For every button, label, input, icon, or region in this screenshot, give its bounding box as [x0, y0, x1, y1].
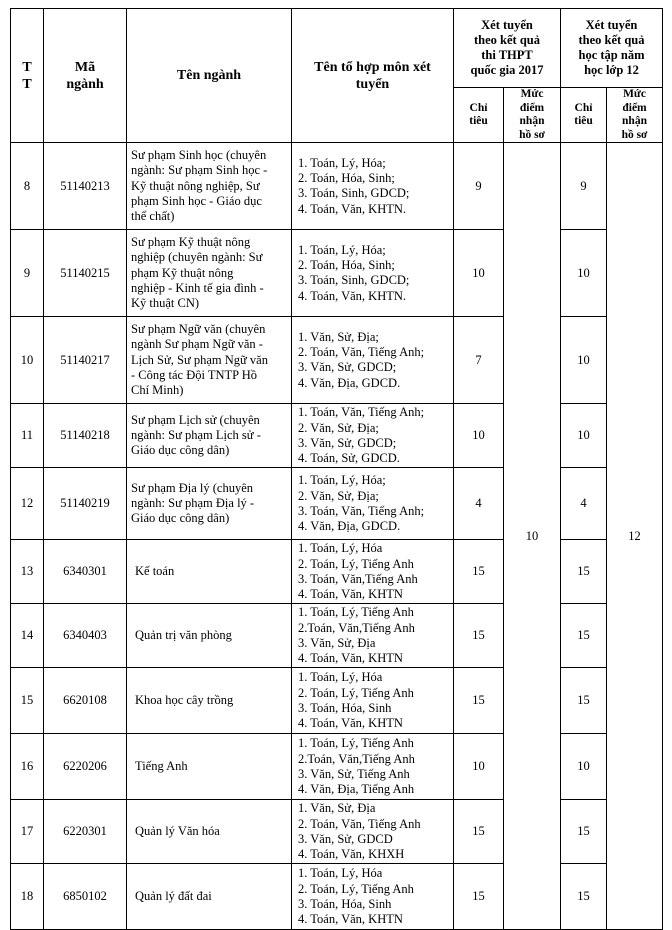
row-ten-nganh: Quản lý đất đai [127, 864, 292, 930]
row-ten-nganh: Sư phạm Lịch sử (chuyên ngành: Sư phạm Lịch sử - Giáo dục công dân) [127, 404, 292, 468]
row-tt: 16 [11, 734, 44, 800]
table-row [11, 317, 663, 404]
header-muc-diem-thpt: Mức điểm nhận hồ sơ [504, 88, 561, 143]
row-chi-tieu-hocba: 4 [561, 468, 607, 540]
row-ten-nganh: Sư phạm Kỹ thuật nông nghiệp (chuyên ngành: Sư phạm Kỹ thuật nông nghiệp - Kinh tế gia đình - Kỹ thuật CN) [127, 230, 292, 317]
row-ma-nganh: 51140218 [44, 404, 127, 468]
row-tt: 12 [11, 468, 44, 540]
header-ten-nganh: Tên ngành [127, 9, 292, 143]
row-to-hop: 1. Toán, Lý, Hóa; 2. Toán, Hóa, Sinh; 3. Toán, Sinh, GDCD; 4. Toán, Văn, KHTN. [292, 230, 454, 317]
row-chi-tieu-hocba: 15 [561, 800, 607, 864]
table-row [11, 668, 663, 734]
row-to-hop: 1. Văn, Sử, Địa; 2. Toán, Văn, Tiếng Anh; 3. Văn, Sử, GDCD; 4. Văn, Địa, GDCD. [292, 317, 454, 404]
row-ma-nganh: 51140215 [44, 230, 127, 317]
row-chi-tieu-thpt: 15 [454, 668, 504, 734]
header-to-hop: Tên tổ hợp môn xét tuyển [292, 9, 454, 143]
row-ma-nganh: 51140219 [44, 468, 127, 540]
row-ma-nganh: 6620108 [44, 668, 127, 734]
row-to-hop: 1. Toán, Lý, Tiếng Anh 2.Toán, Văn,Tiếng Anh 3. Văn, Sử, Địa 4. Toán, Văn, KHTN [292, 604, 454, 668]
header-ma-nganh: Mã ngành [44, 9, 127, 143]
row-ten-nganh: Khoa học cây trồng [127, 668, 292, 734]
row-chi-tieu-thpt: 9 [454, 143, 504, 230]
row-to-hop: 1. Toán, Lý, Tiếng Anh 2.Toán, Văn,Tiếng Anh 3. Văn, Sử, Tiếng Anh 4. Văn, Địa, Tiếng Anh [292, 734, 454, 800]
table-body [11, 143, 663, 930]
table-row [11, 540, 663, 604]
row-chi-tieu-hocba: 9 [561, 143, 607, 230]
row-ten-nganh: Sư phạm Địa lý (chuyên ngành: Sư phạm Địa lý - Giáo dục công dân) [127, 468, 292, 540]
row-to-hop: 1. Toán, Lý, Hóa 2. Toán, Lý, Tiếng Anh 3. Toán, Văn,Tiếng Anh 4. Toán, Văn, KHTN [292, 540, 454, 604]
row-tt: 14 [11, 604, 44, 668]
row-chi-tieu-thpt: 15 [454, 800, 504, 864]
table-row [11, 404, 663, 468]
header-muc-diem-hocba: Mức điểm nhận hồ sơ [607, 88, 663, 143]
row-ma-nganh: 6850102 [44, 864, 127, 930]
row-to-hop: 1. Văn, Sử, Địa 2. Toán, Văn, Tiếng Anh 3. Văn, Sử, GDCD 4. Toán, Văn, KHXH [292, 800, 454, 864]
header-group-thpt: Xét tuyển theo kết quả thi THPT quốc gia 2017 [454, 9, 561, 88]
row-tt: 13 [11, 540, 44, 604]
row-chi-tieu-hocba: 10 [561, 317, 607, 404]
header-group-hocba: Xét tuyển theo kết quả học tập năm học lớp 12 [561, 9, 663, 88]
row-tt: 11 [11, 404, 44, 468]
row-chi-tieu-hocba: 10 [561, 734, 607, 800]
row-tt: 18 [11, 864, 44, 930]
row-to-hop: 1. Toán, Lý, Hóa; 2. Toán, Hóa, Sinh; 3. Toán, Sinh, GDCD; 4. Toán, Văn, KHTN. [292, 143, 454, 230]
muc-diem-thpt-merged: 10 [504, 143, 561, 930]
row-ma-nganh: 6340403 [44, 604, 127, 668]
row-tt: 15 [11, 668, 44, 734]
row-chi-tieu-thpt: 15 [454, 604, 504, 668]
table-row [11, 734, 663, 800]
muc-diem-hocba-merged: 12 [607, 143, 663, 930]
table-row [11, 864, 663, 930]
row-tt: 10 [11, 317, 44, 404]
row-ma-nganh: 6220301 [44, 800, 127, 864]
row-to-hop: 1. Toán, Lý, Hóa; 2. Văn, Sử, Địa; 3. Toán, Văn, Tiếng Anh; 4. Văn, Địa, GDCD. [292, 468, 454, 540]
row-tt: 8 [11, 143, 44, 230]
row-ma-nganh: 6340301 [44, 540, 127, 604]
table-row [11, 143, 663, 230]
row-chi-tieu-thpt: 10 [454, 734, 504, 800]
row-ten-nganh: Quản lý Văn hóa [127, 800, 292, 864]
row-ten-nganh: Sư phạm Ngữ văn (chuyên ngành Sư phạm Ngữ văn - Lịch Sử, Sư phạm Ngữ văn - Công tác Đội TNTP Hồ Chí Minh) [127, 317, 292, 404]
row-tt: 17 [11, 800, 44, 864]
row-chi-tieu-hocba: 10 [561, 404, 607, 468]
row-to-hop: 1. Toán, Lý, Hóa 2. Toán, Lý, Tiếng Anh 3. Toán, Hóa, Sinh 4. Toán, Văn, KHTN [292, 864, 454, 930]
table-row [11, 800, 663, 864]
table-row [11, 230, 663, 317]
row-ten-nganh: Kế toán [127, 540, 292, 604]
row-chi-tieu-hocba: 15 [561, 668, 607, 734]
row-chi-tieu-thpt: 7 [454, 317, 504, 404]
row-chi-tieu-thpt: 15 [454, 540, 504, 604]
row-ma-nganh: 6220206 [44, 734, 127, 800]
row-chi-tieu-hocba: 15 [561, 604, 607, 668]
row-chi-tieu-hocba: 15 [561, 864, 607, 930]
row-chi-tieu-thpt: 15 [454, 864, 504, 930]
row-ma-nganh: 51140213 [44, 143, 127, 230]
row-ten-nganh: Tiếng Anh [127, 734, 292, 800]
header-chi-tieu-thpt: Chỉ tiêu [454, 88, 504, 143]
header-chi-tieu-hocba: Chỉ tiêu [561, 88, 607, 143]
row-ten-nganh: Sư phạm Sinh học (chuyên ngành: Sư phạm Sinh học - Kỹ thuật nông nghiệp, Sư phạm Sinh học - Giáo dục thể chất) [127, 143, 292, 230]
row-ten-nganh: Quản trị văn phòng [127, 604, 292, 668]
row-chi-tieu-hocba: 10 [561, 230, 607, 317]
row-chi-tieu-hocba: 15 [561, 540, 607, 604]
header-tt: T T [11, 9, 44, 143]
row-chi-tieu-thpt: 10 [454, 404, 504, 468]
table-row [11, 604, 663, 668]
row-chi-tieu-thpt: 4 [454, 468, 504, 540]
table-row [11, 468, 663, 540]
row-tt: 9 [11, 230, 44, 317]
admission-table [10, 8, 663, 930]
row-chi-tieu-thpt: 10 [454, 230, 504, 317]
row-to-hop: 1. Toán, Lý, Hóa 2. Toán, Lý, Tiếng Anh 3. Toán, Hóa, Sinh 4. Toán, Văn, KHTN [292, 668, 454, 734]
row-ma-nganh: 51140217 [44, 317, 127, 404]
row-to-hop: 1. Toán, Văn, Tiếng Anh; 2. Văn, Sử, Địa; 3. Văn, Sử, GDCD; 4. Toán, Sử, GDCD. [292, 404, 454, 468]
